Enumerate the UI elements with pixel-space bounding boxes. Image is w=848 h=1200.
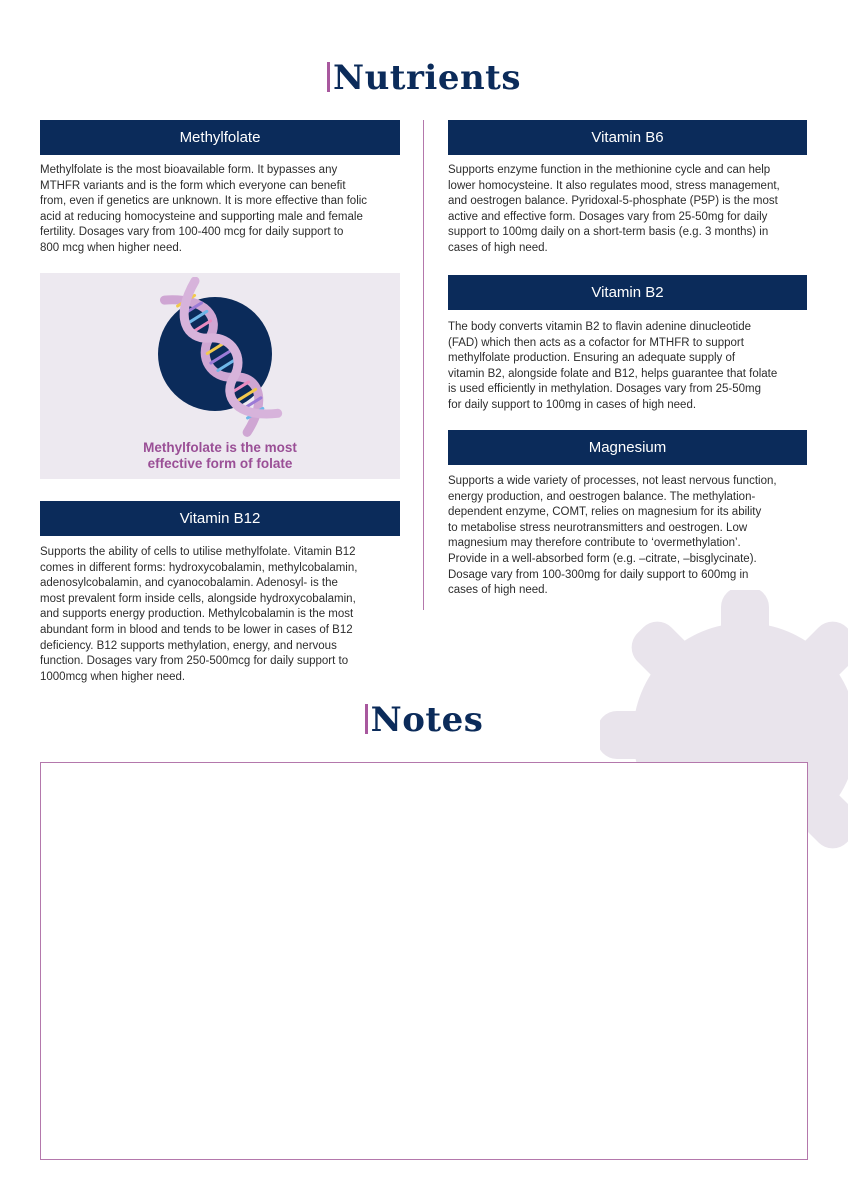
text-line: 1000mcg when higher need. <box>40 670 186 683</box>
methylfolate-header: Methylfolate <box>40 120 400 155</box>
vitamin-b6-header: Vitamin B6 <box>448 120 807 155</box>
text-line: for daily support to 100mg in cases of high need. <box>448 398 697 411</box>
text-line: function. Dosages vary from 250-500mcg for daily support to <box>40 655 349 668</box>
vitamin-b12-header: Vitamin B12 <box>40 501 400 536</box>
text-line: 800 mcg when higher need. <box>40 241 182 254</box>
text-line: magnesium may therefore contribute to ‘overmethylation’. <box>448 537 741 550</box>
caption-line: Methylfolate is the most <box>143 440 297 455</box>
text-line: Supports enzyme function in the methionine cycle and can help <box>448 164 771 176</box>
vitamin-b6-text <box>448 163 828 257</box>
text-line: active and effective form. Dosages vary from 25-50mg for daily <box>448 210 768 223</box>
text-line: to metabolise stress neurotransmitters and oestrogen. Low <box>448 521 748 534</box>
text-line: vitamin B2, alongside folate and B12, helps guarantee that folate <box>448 367 778 380</box>
notes-box[interactable] <box>40 762 808 1160</box>
text-line: The body converts vitamin B2 to flavin adenine dinucleotide <box>448 321 752 333</box>
text-line: adenosylcobalamin, and cyanocobalamin. Adenosyl- is the <box>40 577 338 590</box>
text-line: most prevalent form inside cells, alongside hydroxycobalamin, <box>40 592 356 605</box>
vitamin-b2-header: Vitamin B2 <box>448 275 807 310</box>
title-accent-bar <box>327 62 330 92</box>
title-accent-bar <box>365 704 368 734</box>
text-line: cases of high need. <box>448 241 548 254</box>
vitamin-b12-text <box>40 545 410 685</box>
text-line: lower homocysteine. It also regulates mood, stress management, <box>448 179 780 192</box>
text-line: Provide in a well-absorbed form (e.g. –citrate, –bisglycinate). <box>448 552 757 565</box>
caption-line: effective form of folate <box>147 456 293 471</box>
methylfolate-text <box>40 163 410 257</box>
page-title-text: Nutrients <box>332 58 522 98</box>
text-line: Dosage vary from 100-300mg for daily support to 600mg in <box>448 568 749 581</box>
page-title <box>0 58 848 98</box>
text-line: Methylfolate is the most bioavailable form. It bypasses any <box>40 164 338 176</box>
text-line: and oestrogen balance. Pyridoxal-5-phosphate (P5P) is the most <box>448 195 778 208</box>
text-line: MTHFR variants and is the form which everyone can benefit <box>40 179 346 192</box>
text-line: deficiency. B12 supports methylation, energy, and nervous <box>40 639 337 652</box>
text-line: Supports the ability of cells to utilise methylfolate. Vitamin B12 <box>40 546 356 558</box>
illustration-caption <box>40 440 400 472</box>
text-line: from, even if genetics are unknown. It is more effective than folic <box>40 195 368 208</box>
dna-helix-icon <box>150 277 290 437</box>
text-line: cases of high need. <box>448 584 548 597</box>
text-line: (FAD) which then acts as a cofactor for MTHFR to support <box>448 336 744 349</box>
text-line: support to 100mg daily on a short-term basis (e.g. 3 months) in <box>448 226 769 239</box>
vitamin-b2-text <box>448 320 828 414</box>
text-line: comes in different forms: hydroxycobalamin, methylcobalamin, <box>40 561 358 574</box>
text-line: fertility. Dosages vary from 100-400 mcg for daily support to <box>40 226 344 239</box>
notes-title <box>0 700 848 740</box>
text-line: energy production, and oestrogen balance. The methylation- <box>448 490 756 503</box>
magnesium-header: Magnesium <box>448 430 807 465</box>
text-line: dependent enzyme, COMT, relies on magnesium for its ability <box>448 506 762 519</box>
magnesium-text <box>448 474 828 599</box>
text-line: Supports a wide variety of processes, not least nervous function, <box>448 475 777 487</box>
text-line: acid at reducing homocysteine and supporting male and female <box>40 210 363 223</box>
notes-title-text: Notes <box>370 700 484 740</box>
text-line: methylfolate production. Ensuring an adequate supply of <box>448 352 736 365</box>
column-divider <box>423 120 424 610</box>
dna-illustration-panel <box>40 273 400 479</box>
text-line: abundant form in blood and tends to be lower in cases of B12 <box>40 623 353 636</box>
text-line: and supports energy production. Methylcobalamin is the most <box>40 608 354 621</box>
text-line: is used efficiently in methylation. Dosages vary from 25-50mg <box>448 383 761 396</box>
